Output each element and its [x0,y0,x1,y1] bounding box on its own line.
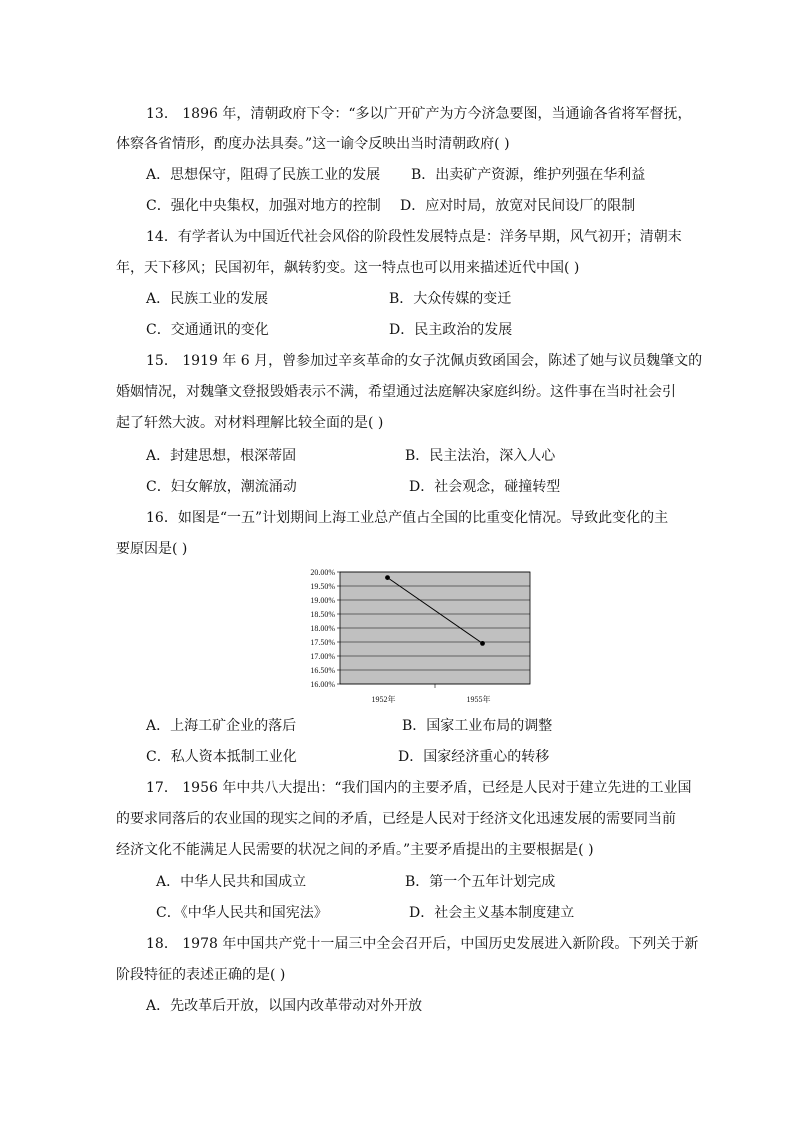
x-tick-label: 1955年 [466,695,491,704]
q13-stem-line2: 体察各省情形，酌度办法具奏。”这一谕令反映出当时清朝政府( ) [116,136,510,152]
q15-option-d: D．社会观念，碰撞转型 [409,479,561,495]
q15-option-c: C．妇女解放，潮流涌动 [146,479,297,495]
y-tick-label: 18.00% [310,624,335,633]
x-tick-label: 1952年 [371,695,396,704]
q13-stem-line1: 13． 1896 年，清朝政府下令：“多以广开矿产为方今济急要图，当通谕各省将军督抚， [146,106,692,122]
y-tick-label: 18.50% [310,610,335,619]
y-tick-label: 16.50% [310,666,335,675]
q17-stem-line3: 经济文化不能满足人民需要的状况之间的矛盾。”主要矛盾提出的主要根据是( ) [116,842,594,858]
q15-stem-line1: 15． 1919 年 6 月，曾参加过辛亥革命的女子沈佩贞致函国会，陈述了她与议员魏肇文的 [146,353,703,369]
q17-stem-line1: 17． 1956 年中共八大提出：“我们国内的主要矛盾，已经是人民对于建立先进的工业国 [146,780,692,796]
chart-svg [290,566,540,711]
q18-stem-line1: 18． 1978 年中国共产党十一届三中全会召开后，中国历史发展进入新阶段。下列关于新 [146,936,699,952]
y-tick-label: 19.50% [310,582,335,591]
y-tick-label: 20.00% [310,568,335,577]
q17-option-a: A．中华人民共和国成立 [156,874,307,890]
data-point [385,575,390,580]
q15-option-b: B．民主法治，深入人心 [405,448,556,464]
q18-stem-line2: 阶段特征的表述正确的是( ) [116,967,286,983]
q16-option-d: D．国家经济重心的转移 [398,749,550,765]
q13-option-a: A．思想保守，阻碍了民族工业的发展 [146,167,381,183]
q15-stem-line3: 起了轩然大波。对材料理解比较全面的是( ) [116,415,384,431]
q16-option-a: A．上海工矿企业的落后 [146,718,297,734]
data-point [480,641,485,646]
q14-option-c: C．交通通讯的变化 [146,322,269,338]
q17-option-b: B．第一个五年计划完成 [405,874,556,890]
q13-option-d: D．应对时局，放宽对民间设厂的限制 [400,198,636,214]
q17-option-d: D．社会主义基本制度建立 [409,905,575,921]
y-tick-label: 17.00% [310,652,335,661]
y-tick-label: 16.00% [310,680,335,689]
q14-option-d: D．民主政治的发展 [389,322,513,338]
q14-option-a: A．民族工业的发展 [146,291,269,307]
q18-option-a: A．先改革后开放，以国内改革带动对外开放 [146,998,423,1014]
q17-stem-line2: 的要求同落后的农业国的现实之间的矛盾，已经是人民对于经济文化迅速发展的需要同当前 [116,811,676,827]
q14-stem-line2: 年，天下移风；民国初年，飙转豹变。这一特点也可以用来描述近代中国( ) [116,260,580,276]
q14-stem-line1: 14．有学者认为中国近代社会风俗的阶段性发展特点是：洋务早期，风气初开；清朝末 [146,229,682,245]
q17-option-c: C．《中华人民共和国宪法》 [156,905,328,921]
q16-option-b: B．国家工业布局的调整 [402,718,553,734]
q15-option-a: A．封建思想，根深蒂固 [146,448,297,464]
q16-stem-line2: 要原因是( ) [116,541,188,557]
q13-option-c: C．强化中央集权，加强对地方的控制 [146,198,381,214]
y-tick-label: 17.50% [310,638,335,647]
q16-stem-line1: 16．如图是“一五”计划期间上海工业总产值占全国的比重变化情况。导致此变化的主 [146,510,669,526]
q15-stem-line2: 婚姻情况，对魏肇文登报毁婚表示不满，希望通过法庭解决家庭纠纷。这件事在当时社会引 [116,384,676,400]
share-line-chart [290,566,540,711]
q13-option-b: B．出卖矿产资源，维护列强在华利益 [411,167,646,183]
q14-option-b: B．大众传媒的变迁 [389,291,512,307]
y-tick-label: 19.00% [310,596,335,605]
q16-option-c: C．私人资本抵制工业化 [146,749,297,765]
